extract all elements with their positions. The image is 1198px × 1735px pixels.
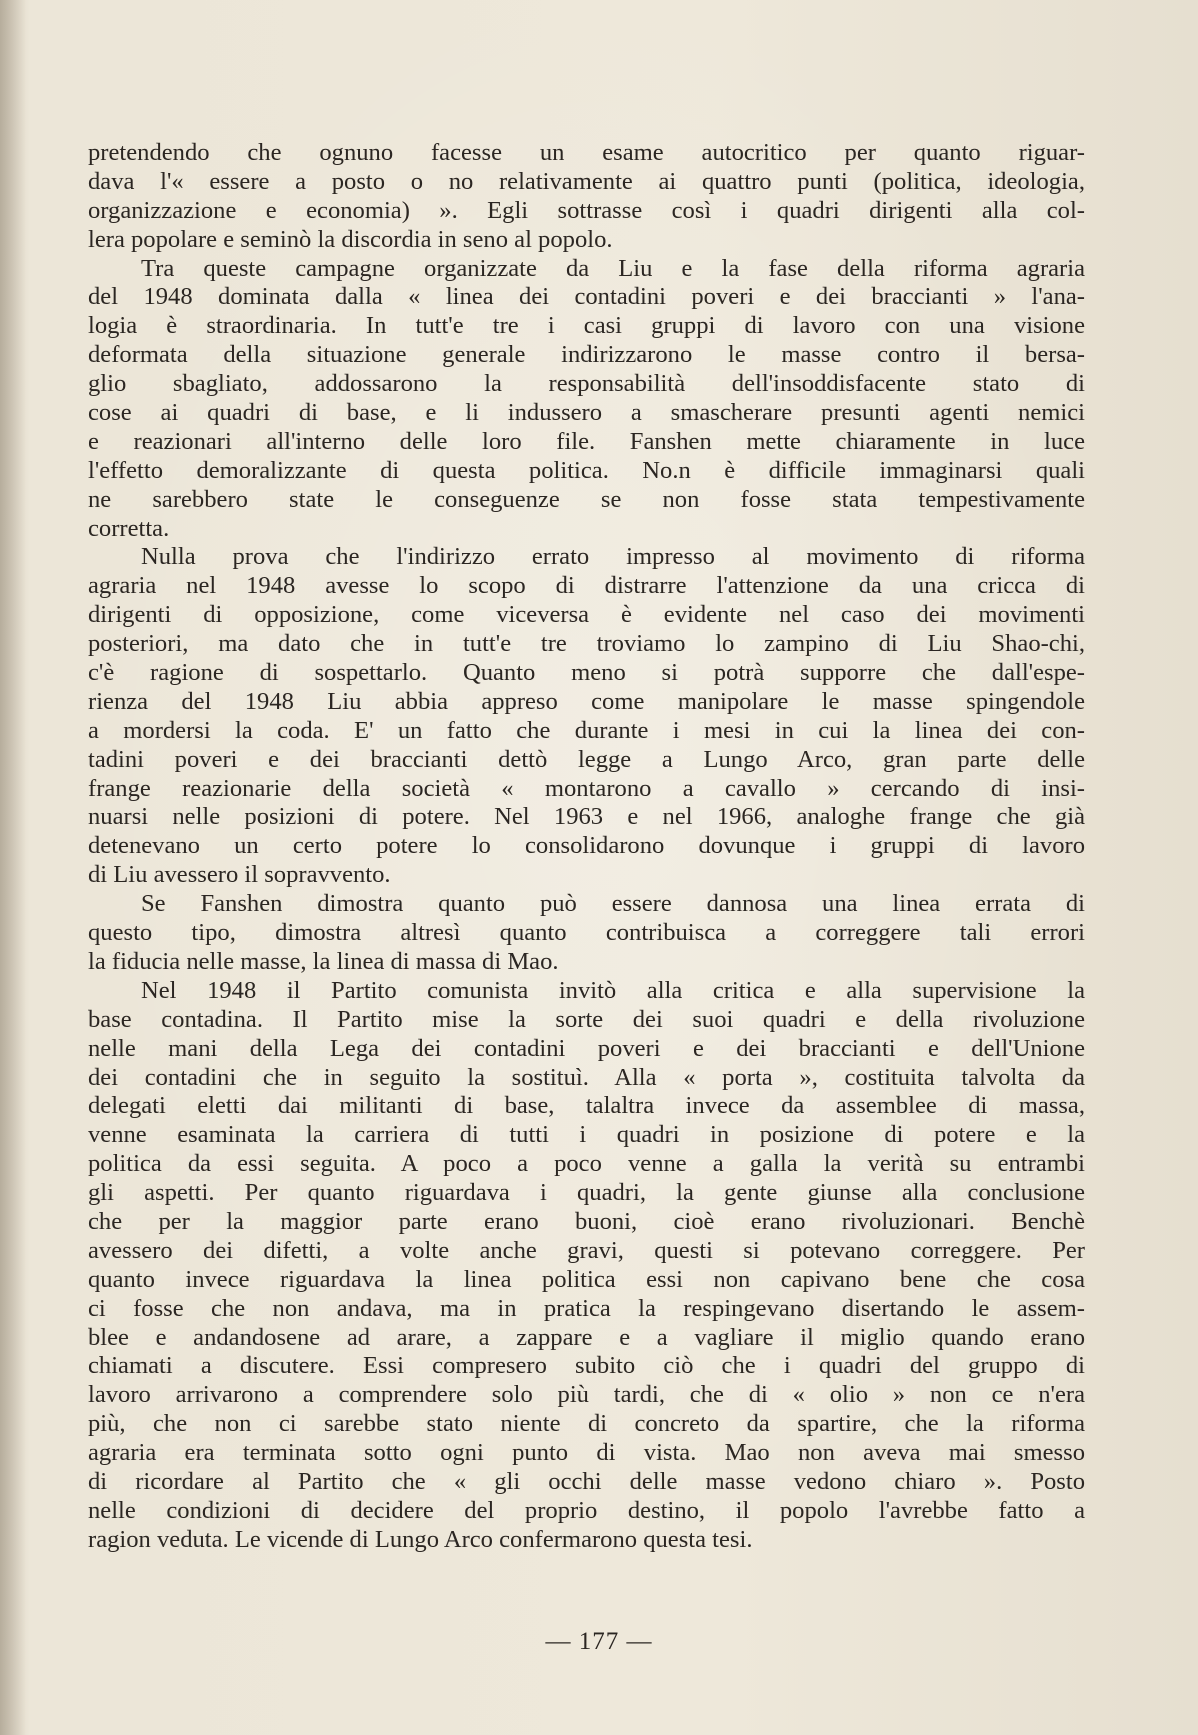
text-line: nuarsi nelle posizioni di potere. Nel 1963 e nel 1966, analoghe frange che già (88, 803, 1085, 831)
body-text (88, 139, 1085, 1555)
text-line: di Liu avessero il sopravvento. (88, 861, 391, 889)
text-line: lera popolare e seminò la discordia in seno al popolo. (88, 225, 613, 253)
text-line: logia è straordinaria. In tutt'e tre i casi gruppi di lavoro con una visione (88, 312, 1085, 340)
text-line: venne esaminata la carriera di tutti i quadri in posizione di potere e la (88, 1121, 1085, 1149)
text-line: organizzazione e economia) ». Egli sottrasse così i quadri dirigenti alla col- (88, 196, 1085, 224)
text-line: l'effetto demoralizzante di questa politica. No.n è difficile immaginarsi quali (88, 456, 1085, 484)
text-line: detenevano un certo potere lo consolidarono dovunque i gruppi di lavoro (88, 832, 1085, 860)
text-line: la fiducia nelle masse, la linea di massa di Mao. (88, 947, 559, 975)
text-line: dei contadini che in seguito la sostituì. Alla « porta », costituita talvolta da (88, 1063, 1085, 1091)
text-line: gli aspetti. Per quanto riguardava i quadri, la gente giunse alla conclusione (88, 1179, 1085, 1207)
text-line: questo tipo, dimostra altresì quanto contribuisca a correggere tali errori (88, 919, 1085, 947)
text-line: frange reazionarie della società « montarono a cavallo » cercando di insi- (88, 774, 1085, 802)
text-line: delegati eletti dai militanti di base, talaltra invece da assemblee di massa, (88, 1092, 1085, 1120)
text-line: c'è ragione di sospettarlo. Quanto meno si potrà supporre che dall'espe- (88, 659, 1085, 687)
page-binding-shadow (0, 0, 26, 1735)
text-line: dava l'« essere a posto o no relativamente ai quattro punti (politica, ideologia, (88, 167, 1085, 195)
text-line: ragion veduta. Le vicende di Lungo Arco confermarono questa tesi. (88, 1525, 753, 1553)
text-line: ne sarebbero state le conseguenze se non fosse stata tempestivamente (88, 485, 1085, 513)
paragraph-first-line: Tra queste campagne organizzate da Liu e la fase della riforma agraria (141, 254, 1085, 282)
text-line: chiamati a discutere. Essi compresero subito ciò che i quadri del gruppo di (88, 1352, 1085, 1380)
text-line: pretendendo che ognuno facesse un esame autocritico per quanto riguar- (88, 139, 1085, 166)
text-line: cose ai quadri di base, e li indussero a smascherare presunti agenti nemici (88, 399, 1085, 427)
text-line: politica da essi seguita. A poco a poco venne a galla la verità su entrambi (88, 1150, 1085, 1178)
text-line: e reazionari all'interno delle loro file. Fanshen mette chiaramente in luce (88, 427, 1085, 455)
text-line: più, che non ci sarebbe stato niente di concreto da spartire, che la riforma (88, 1410, 1085, 1438)
text-line: lavoro arrivarono a comprendere solo più tardi, che di « olio » non ce n'era (88, 1381, 1085, 1409)
text-line: deformata della situazione generale indirizzarono le masse contro il bersa- (88, 341, 1085, 369)
text-line: dirigenti di opposizione, come viceversa è evidente nel caso dei movimenti (88, 601, 1085, 629)
text-line: base contadina. Il Partito mise la sorte dei suoi quadri e della rivoluzione (88, 1005, 1085, 1033)
text-line: ci fosse che non andava, ma in pratica la respingevano disertando le assem- (88, 1294, 1085, 1322)
text-line: agraria nel 1948 avesse lo scopo di distrarre l'attenzione da una cricca di (88, 572, 1085, 600)
text-line: posteriori, ma dato che in tutt'e tre troviamo lo zampino di Liu Shao-chi, (88, 630, 1085, 658)
page-number: — 177 — (545, 1628, 653, 1655)
text-line: di ricordare al Partito che « gli occhi delle masse vedono chiaro ». Posto (88, 1467, 1085, 1495)
text-line: avessero dei difetti, a volte anche gravi, questi si potevano correggere. Per (88, 1236, 1085, 1264)
text-line: che per la maggior parte erano buoni, cioè erano rivoluzionari. Benchè (88, 1207, 1085, 1235)
text-line: a mordersi la coda. E' un fatto che durante i mesi in cui la linea dei con- (88, 716, 1085, 744)
text-line: rienza del 1948 Liu abbia appreso come manipolare le masse spingendole (88, 687, 1085, 715)
text-line: nelle condizioni di decidere del proprio destino, il popolo l'avrebbe fatto a (88, 1496, 1085, 1524)
paragraph-first-line: Nel 1948 il Partito comunista invitò alla critica e alla supervisione la (141, 976, 1085, 1004)
text-line: del 1948 dominata dalla « linea dei contadini poveri e dei braccianti » l'ana- (88, 283, 1085, 311)
text-line: tadini poveri e dei braccianti dettò legge a Lungo Arco, gran parte delle (88, 745, 1085, 773)
text-line: agraria era terminata sotto ogni punto di vista. Mao non aveva mai smesso (88, 1439, 1085, 1467)
paragraph-first-line: Nulla prova che l'indirizzo errato impresso al movimento di riforma (141, 543, 1085, 571)
text-line: blee e andandosene ad arare, a zappare e a vagliare il miglio quando erano (88, 1323, 1085, 1351)
text-line: quanto invece riguardava la linea politica essi non capivano bene che cosa (88, 1265, 1085, 1293)
paragraph-first-line: Se Fanshen dimostra quanto può essere dannosa una linea errata di (141, 890, 1085, 918)
text-line: nelle mani della Lega dei contadini poveri e dei braccianti e dell'Unione (88, 1034, 1085, 1062)
text-line: glio sbagliato, addossarono la responsabilità dell'insoddisfacente stato di (88, 370, 1085, 398)
text-line: corretta. (88, 514, 170, 542)
